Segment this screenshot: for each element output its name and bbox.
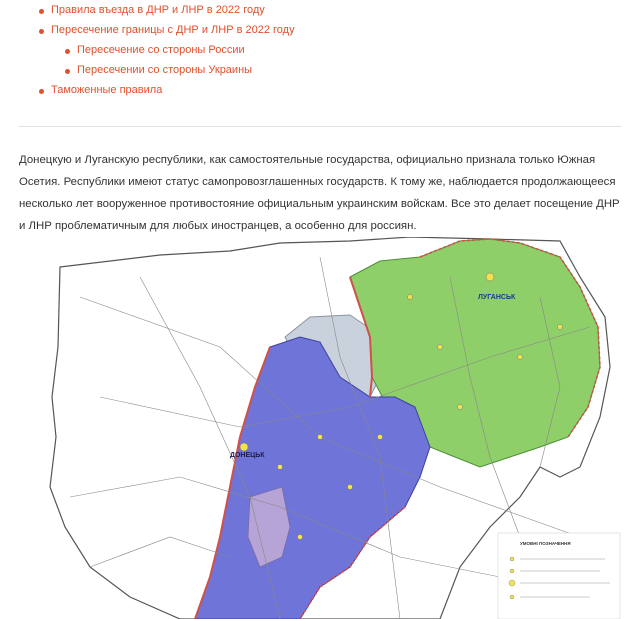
toc-link-entry-rules[interactable]: Правила въезда в ДНР и ЛНР в 2022 году <box>51 4 265 16</box>
paragraph-line: несколько лет вооруженное противостояние официальным украинским войскам. Все это делает посещение ДНР <box>19 198 620 210</box>
paragraph-line: Донецкую и Луганскую республики, как самостоятельные государства, официально признала только Южная <box>19 154 596 166</box>
map-legend <box>498 533 620 619</box>
section-divider <box>18 126 622 127</box>
map-label-donetsk: ДОНЕЦЬК <box>230 452 265 459</box>
map-label-lugansk: ЛУГАНСЬК <box>478 294 516 301</box>
region-map-svg <box>20 237 622 619</box>
paragraph-line: Осетия. Республики имеют статус самопровозглашенных государств. К тому же, наблюдается продолжающееся <box>19 176 616 188</box>
paragraph-line: и ЛНР проблематичным для любых иностранцев, а особенно для россиян. <box>19 220 417 232</box>
map-legend-title: УМОВНI ПОЗНАЧЕННЯ <box>520 541 571 546</box>
toc-link-crossing-ukraine[interactable]: Пересечении со стороны Украины <box>77 64 253 76</box>
toc-link-customs-rules[interactable]: Таможенные правила <box>51 84 163 96</box>
region-map <box>20 237 622 619</box>
toc-link-border-crossing[interactable]: Пересечение границы с ДНР и ЛНР в 2022 году <box>51 24 295 36</box>
article-paragraph <box>19 149 623 237</box>
toc-link-crossing-russia[interactable]: Пересечение со стороны России <box>77 44 245 56</box>
